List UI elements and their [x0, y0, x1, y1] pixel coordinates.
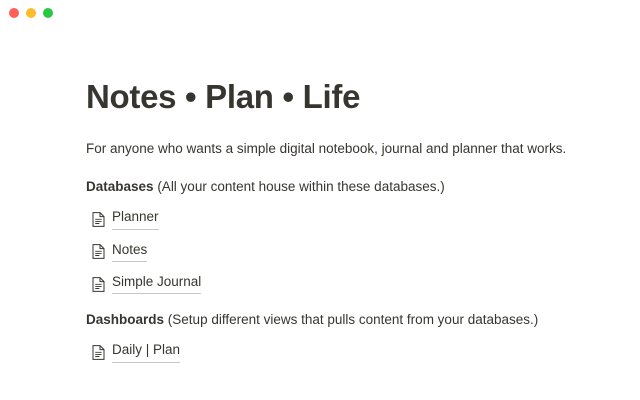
list-item[interactable] [86, 207, 159, 229]
title-bar [0, 0, 640, 26]
window-controls [9, 8, 53, 18]
section-heading-databases-label: Databases [86, 179, 154, 195]
page-intro: For anyone who wants a simple digital notebook, journal and planner that works. [86, 140, 567, 156]
section-heading-dashboards-label: Dashboards [86, 312, 165, 328]
close-button[interactable] [9, 8, 19, 18]
section-heading-dashboards-note: (Setup different views that pulls content from your databases.) [167, 312, 539, 328]
page-title: Notes • Plan • Life [86, 78, 361, 115]
list-item[interactable] [86, 240, 147, 262]
minimize-button[interactable] [26, 8, 36, 18]
page-content [0, 26, 640, 363]
list-item-label: Simple Journal [112, 272, 201, 294]
document-icon [92, 212, 105, 227]
document-icon [92, 244, 105, 259]
list-item-label: Daily | Plan [112, 340, 180, 362]
document-icon [92, 277, 105, 292]
list-item[interactable] [86, 272, 201, 294]
section-heading-databases [86, 177, 640, 197]
list-item-label: Notes [112, 240, 147, 262]
document-icon [92, 345, 105, 360]
maximize-button[interactable] [43, 8, 53, 18]
list-item-label: Planner [112, 207, 159, 229]
section-heading-databases-note: (All your content house within these databases.) [157, 179, 445, 195]
list-item[interactable] [86, 340, 180, 362]
section-heading-dashboards [86, 310, 640, 330]
